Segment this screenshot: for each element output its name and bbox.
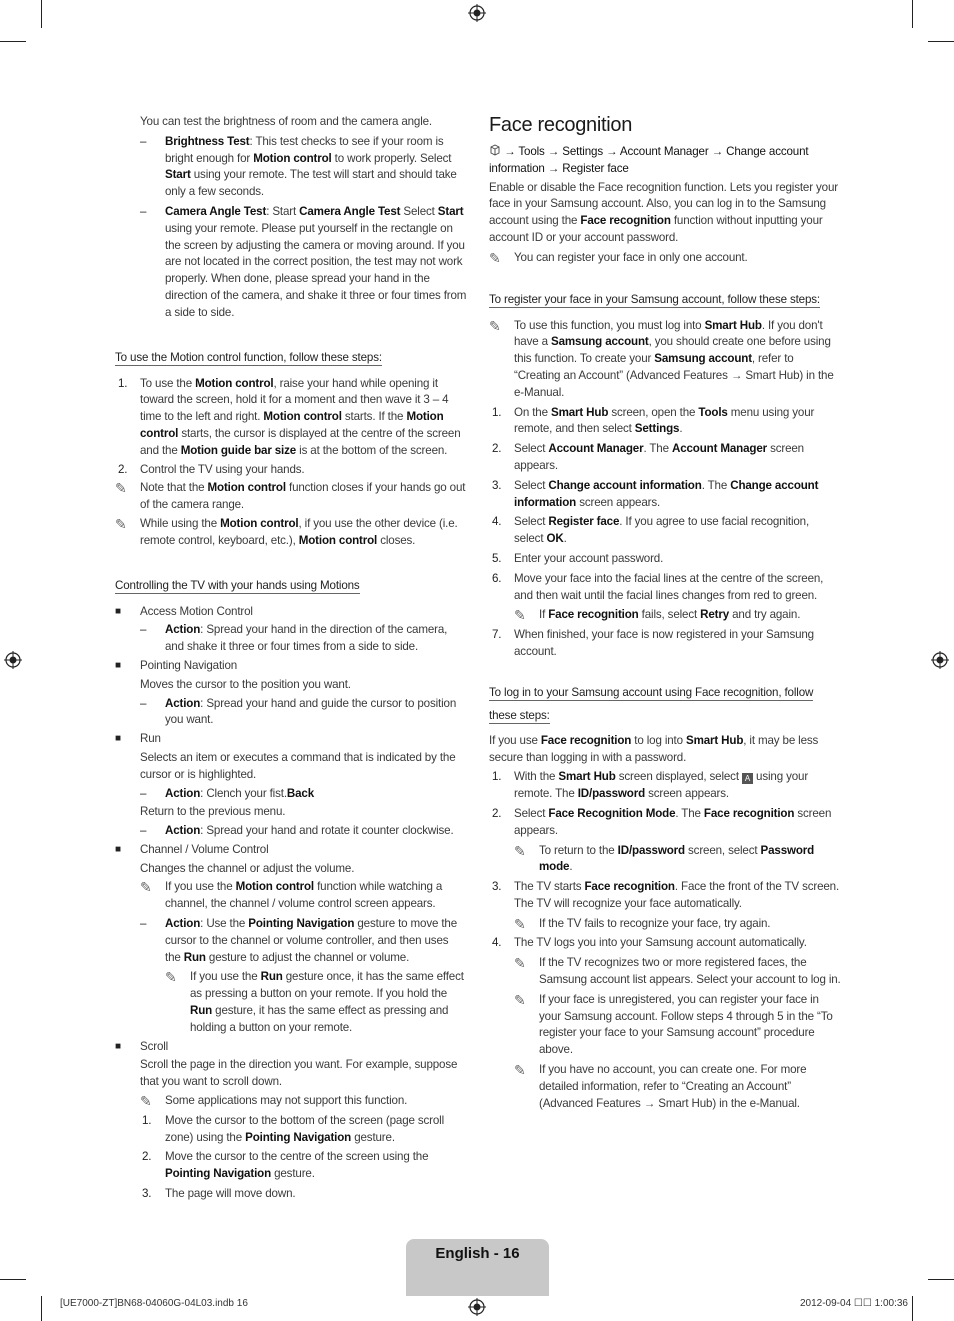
action-item: – Action: Clench your fist.Back	[140, 786, 315, 800]
menu-icon	[489, 144, 501, 156]
note-icon: ✎	[514, 1062, 526, 1079]
crop-mark	[912, 0, 913, 28]
crop-mark	[912, 1296, 913, 1321]
note-item: ✎ To use this function, you must log into Smart Hub. If you don't have a Samsung account, you should create one before using this function. To create your Samsung account, refer to “Creating an Account” (Advanced Features → Smart Hub) in the e-Manual.	[489, 317, 834, 399]
section-heading: To register your face in your Samsung account, follow these steps:	[489, 292, 821, 306]
motion-item: ■ Access Motion Control	[115, 604, 467, 621]
section-heading: Controlling the TV with your hands using Motions	[115, 578, 360, 592]
note-item: ✎ If the TV fails to recognize your face, try again.	[514, 915, 771, 932]
brightness-test-item: – Brightness Test: This test checks to see if your room is bright enough for Motion control to work properly. Select Start using your remote. The test will start and should take only a few seconds.	[140, 134, 457, 199]
crop-mark	[41, 1296, 42, 1321]
footer-timestamp: 2012-09-04 ☐☐ 1:00:36	[799, 1298, 908, 1309]
note-item: ✎ If the TV recognizes two or more registered faces, the Samsung account list appears. Select your account to log in.	[514, 955, 841, 987]
intro-text: You can test the brightness of room and the camera angle.	[140, 115, 433, 128]
list-item: 5. Enter your account password.	[492, 551, 664, 565]
action-item: – Action: Spread your hand in the direction of the camera, and shake it three or four times from a side to side.	[140, 623, 448, 654]
note-icon: ✎	[514, 915, 526, 932]
menu-path: → Tools → Settings → Account Manager → Change account information → Register face	[489, 145, 809, 175]
description: Scroll the page in the direction you want. For example, suppose that you want to scroll down.	[140, 1058, 458, 1089]
note-item: ✎ Some applications may not support this function.	[140, 1093, 408, 1110]
note-item: ✎ If Face recognition fails, select Retry and try again.	[514, 607, 801, 624]
motion-item: ■ Pointing Navigation	[115, 658, 467, 675]
motion-item: ■ Scroll	[115, 1039, 467, 1056]
action-item: – Action: Spread your hand and rotate it counter clockwise.	[140, 824, 454, 838]
right-column	[489, 144, 841, 1112]
note-icon: ✎	[514, 607, 526, 624]
square-bullet-icon: ■	[115, 1040, 121, 1052]
note-icon: ✎	[140, 1093, 152, 1110]
left-column	[115, 114, 467, 1203]
list-item: 2. Control the TV using your hands.	[118, 462, 305, 476]
section-heading: To log in to your Samsung account using Face recognition, follow these steps:	[489, 685, 814, 722]
registration-mark-icon	[468, 1298, 486, 1316]
description: Return to the previous menu.	[140, 805, 286, 819]
crop-mark	[0, 41, 26, 42]
description: If you use Face recognition to log into Smart Hub, it may be less secure than logging in with a password.	[489, 733, 819, 764]
motion-item: ■ Channel / Volume Control	[115, 842, 467, 859]
list-item: 1. Move the cursor to the bottom of the screen (page scroll zone) using the Pointing Navigation gesture.	[142, 1113, 445, 1144]
list-item: 1. With the Smart Hub screen displayed, select A using your remote. The ID/password screen appears.	[492, 770, 809, 801]
note-icon: ✎	[514, 842, 526, 859]
list-item: 3. The TV starts Face recognition. Face the front of the TV screen. The TV will recognize your face automatically.	[492, 880, 840, 910]
note-item: ✎ If you use the Run gesture once, it has the same effect as pressing a button on your remote. If you hold the Run gesture, it has the same effect as pressing and holding a button on your remote.	[165, 969, 464, 1034]
note-item: ✎ Note that the Motion control function closes if your hands go out of the camera range.	[115, 480, 466, 512]
footer-file-info: [UE7000-ZT]BN68-04060G-04L03.indb 16	[60, 1298, 248, 1309]
square-bullet-icon: ■	[115, 843, 121, 855]
square-bullet-icon: ■	[115, 733, 121, 745]
list-item: 7. When finished, your face is now registered in your Samsung account.	[492, 628, 814, 658]
registration-mark-icon	[4, 651, 22, 669]
motion-item: ■ Run	[115, 731, 467, 748]
note-icon: ✎	[489, 317, 501, 334]
square-bullet-icon: ■	[115, 605, 121, 617]
registration-mark-icon	[931, 651, 949, 669]
dash-marker: –	[140, 204, 147, 218]
term: Brightness Test	[165, 134, 250, 148]
list-item: 3. Select Change account information. The Change account information screen appears.	[492, 478, 819, 509]
list-item: 2. Select Account Manager. The Account Manager screen appears.	[492, 442, 804, 472]
note-item: ✎ To return to the ID/password screen, select Password mode.	[514, 842, 815, 874]
description: Moves the cursor to the position you want.	[140, 677, 351, 691]
note-item: ✎ If you have no account, you can create one. For more detailed information, refer to “Creating an Account” (Advanced Features → Smart Hub) in the e-Manual.	[514, 1062, 807, 1110]
description: Enable or disable the Face recognition function. Lets you register your face in your Samsung account. Also, you can log in to the Samsung account using the Face recognition function without inputting your account ID or your account password.	[489, 180, 838, 244]
page-number: English - 16	[435, 1245, 520, 1262]
list-item: 2. Move the cursor to the centre of the screen using the Pointing Navigation gesture.	[142, 1150, 429, 1181]
square-bullet-icon: ■	[115, 659, 121, 671]
a-button-icon: A	[742, 773, 753, 784]
list-item: 1. To use the Motion control, raise your hand while opening it toward the screen, hold it for a moment and then wave it 3 – 4 time to the left and right. Motion control starts. If the Motion control starts, the cursor is displayed at the centre of the screen and the Motion guide bar size is at the bottom of the screen.	[118, 376, 461, 457]
list-item: 6. Move your face into the facial lines at the centre of the screen, and then wait until the facial lines changes from red to green.	[492, 571, 824, 602]
list-item: 3. The page will move down.	[142, 1187, 296, 1201]
list-item: 1. On the Smart Hub screen, open the Tools menu using your remote, and then select Settings.	[492, 405, 815, 436]
page-title: Face recognition	[489, 114, 633, 136]
crop-mark	[41, 0, 42, 28]
dash-marker: –	[140, 134, 147, 148]
note-icon: ✎	[514, 955, 526, 972]
registration-mark-icon	[468, 4, 486, 22]
action-item: – Action: Spread your hand and guide the cursor to position you want.	[140, 696, 457, 727]
note-item: ✎ If your face is unregistered, you can register your face in your Samsung account. Follow steps 4 through 5 in the “To register your face to your Samsung account” procedure above.	[514, 991, 833, 1057]
note-icon: ✎	[140, 879, 152, 896]
note-item: ✎ You can register your face in only one account.	[489, 249, 748, 266]
note-icon: ✎	[514, 991, 526, 1008]
note-item: ✎ If you use the Motion control function while watching a channel, the channel / volume control screen appears.	[140, 879, 443, 911]
list-item: 2. Select Face Recognition Mode. The Face recognition screen appears.	[492, 806, 832, 837]
list-item: 4. Select Register face. If you agree to use facial recognition, select OK.	[492, 515, 810, 546]
list-item: 4. The TV logs you into your Samsung account automatically.	[492, 936, 807, 950]
crop-mark	[0, 1279, 26, 1280]
description: Changes the channel or adjust the volume.	[140, 861, 355, 875]
note-icon: ✎	[115, 515, 127, 532]
section-heading: To use the Motion control function, follow these steps:	[115, 350, 382, 364]
crop-mark	[928, 41, 954, 42]
action-item: – Action: Use the Pointing Navigation gesture to move the cursor to the channel or volume controller, and then uses the Run gesture to adjust the channel or volume.	[140, 917, 458, 964]
description: Selects an item or executes a command that is indicated by the cursor or is highlighted.	[140, 750, 456, 781]
note-item: ✎ While using the Motion control, if you use the other device (i.e. remote control, keyboard, etc.), Motion control closes.	[115, 515, 458, 547]
note-icon: ✎	[165, 969, 177, 986]
crop-mark	[928, 1279, 954, 1280]
note-icon: ✎	[489, 249, 501, 266]
camera-angle-test-item: – Camera Angle Test: Start Camera Angle Test Select Start using your remote. Please put yourself in the rectangle on the screen by adjusting the camera or moving around. If you are not located in the correct position, the test may not work properly. When done, please spread your hand in the direction of the camera, and shake it three or four times from a side to side.	[140, 204, 467, 319]
note-icon: ✎	[115, 480, 127, 497]
